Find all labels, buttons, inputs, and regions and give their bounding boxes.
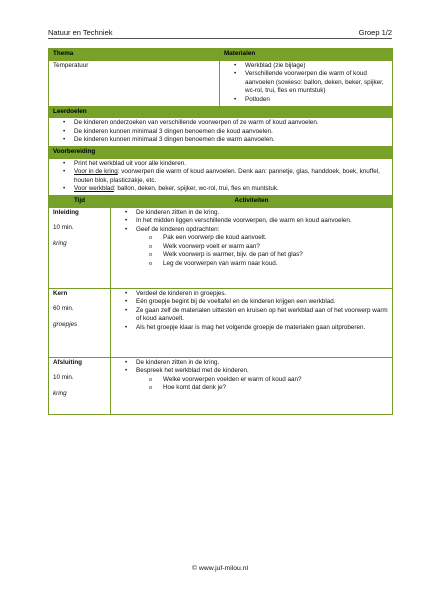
inleiding-row	[49, 207, 393, 288]
voorbereiding-heading: Voorbereiding	[49, 146, 393, 158]
voorbereiding-cell	[49, 158, 393, 195]
list-item: • Verschillende voorwerpen die warm of koud aanvoelen (sowieso: ballon, deken, beker, spijker, wc-rol, trui, fles en muntstuk)	[224, 70, 388, 96]
activities-list	[115, 359, 388, 393]
kern-activities	[111, 288, 393, 357]
group-label: Groep 1/2	[358, 28, 392, 37]
afsluiting-time-cell	[49, 357, 111, 414]
list-item: • Verdeel de kinderen in groepjes.	[115, 290, 388, 299]
list-item: • De kinderen zitten in de kring.	[115, 359, 388, 368]
phase-duration: 10 min.	[53, 224, 74, 232]
afsluiting-activities	[111, 357, 393, 414]
sub-list-item: o Leg de voorwerpen van warm naar koud.	[115, 260, 388, 269]
phase-title: Afsluiting	[53, 358, 83, 366]
list-item: • Voor in de kring: voorwerpen die warm of koud aanvoelen. Denk aan: pannetje, glas, handdoek, boek, knuffel, houten blok, plasticzakje, etc.	[53, 168, 388, 185]
sub-list-item: o Hoe komt dat denk je?	[115, 384, 388, 393]
list-item: • Print het werkblad uit voor alle kinderen.	[53, 160, 388, 169]
list-item: • Bespreek het werkblad met de kinderen.	[115, 367, 388, 376]
thema-cell	[49, 60, 220, 106]
inleiding-time-cell	[49, 207, 111, 288]
materialen-cell	[220, 60, 393, 106]
voorbereiding-list	[53, 160, 388, 194]
materialen-heading: Materialen	[220, 49, 393, 61]
page-header	[48, 28, 392, 37]
list-item: • Potloden	[224, 96, 388, 105]
subject-label: Natuur en Techniek	[48, 28, 113, 37]
phase-title: Kern	[53, 289, 68, 297]
list-item: • De kinderen onderzoeken van verschillende voorwerpen of ze warm of koud aanvoelen.	[53, 119, 388, 128]
header-divider	[48, 38, 392, 39]
kring-prefix: Voor in de kring	[74, 168, 118, 176]
activities-list	[115, 290, 388, 333]
activiteiten-heading: Activiteiten	[111, 195, 393, 207]
materialen-list	[224, 62, 388, 105]
afsluiting-row	[49, 357, 393, 414]
footer-copyright: © www.juf-milou.nl	[192, 565, 248, 572]
phase-title: Inleiding	[53, 208, 79, 216]
list-item: • De kinderen kunnen minimaal 3 dingen benoemen die koud aanvoelen.	[53, 128, 388, 137]
phase-form: groepjes	[53, 320, 78, 328]
list-item: • Als het groepje klaar is mag het volgende groepje de materialen gaan uitproberen.	[115, 324, 388, 333]
list-item: • In het midden liggen verschillende voorwerpen, die warm en koud aanvoelen.	[115, 217, 388, 226]
phase-duration: 60 min.	[53, 305, 74, 313]
lesson-plan-table	[48, 48, 393, 415]
list-item: • Voor werkblad: ballon, deken, beker, spijker, wc-rol, trui, fles en muntstuk.	[53, 185, 388, 194]
list-item: • Ze gaan zelf de materialen uittesten en kruisen op het werkblad aan of het voorwerp warm of koud aanvoelt.	[115, 307, 388, 324]
sub-list-item: o Pak een voorwerp die koud aanvoelt.	[115, 234, 388, 243]
sub-list-item: o Welke voorwerpen voelden er warm of koud aan?	[115, 376, 388, 385]
thema-heading: Thema	[49, 49, 220, 61]
phase-form: kring	[53, 389, 67, 397]
tijd-heading: Tijd	[49, 195, 111, 207]
leerdoelen-list	[53, 119, 388, 145]
werkblad-prefix: Voor werkblad	[74, 185, 114, 193]
list-item: • De kinderen kunnen minimaal 3 dingen benoemen die warm aanvoelen.	[53, 136, 388, 145]
phase-form: kring	[53, 239, 67, 247]
list-item: • Geef de kinderen opdrachten:	[115, 226, 388, 235]
list-item: • Werkblad (zie bijlage)	[224, 62, 388, 71]
kern-row	[49, 288, 393, 357]
leerdoelen-cell	[49, 118, 393, 147]
thema-value: Temperatuur	[53, 61, 89, 69]
kern-time-cell	[49, 288, 111, 357]
list-item: • De kinderen zitten in de kring.	[115, 209, 388, 218]
inleiding-activities	[111, 207, 393, 288]
activities-list	[115, 209, 388, 269]
sub-list-item: o Welk voorwerp is warmer, bijv. de pan of het glas?	[115, 251, 388, 260]
leerdoelen-heading: Leerdoelen	[49, 106, 393, 118]
list-item: • Eén groepje begint bij de voeltafel en de kinderen krijgen een werkblad.	[115, 298, 388, 307]
sub-list-item: o Welk voorwerp voelt er warm aan?	[115, 243, 388, 252]
phase-duration: 10 min.	[53, 374, 74, 382]
